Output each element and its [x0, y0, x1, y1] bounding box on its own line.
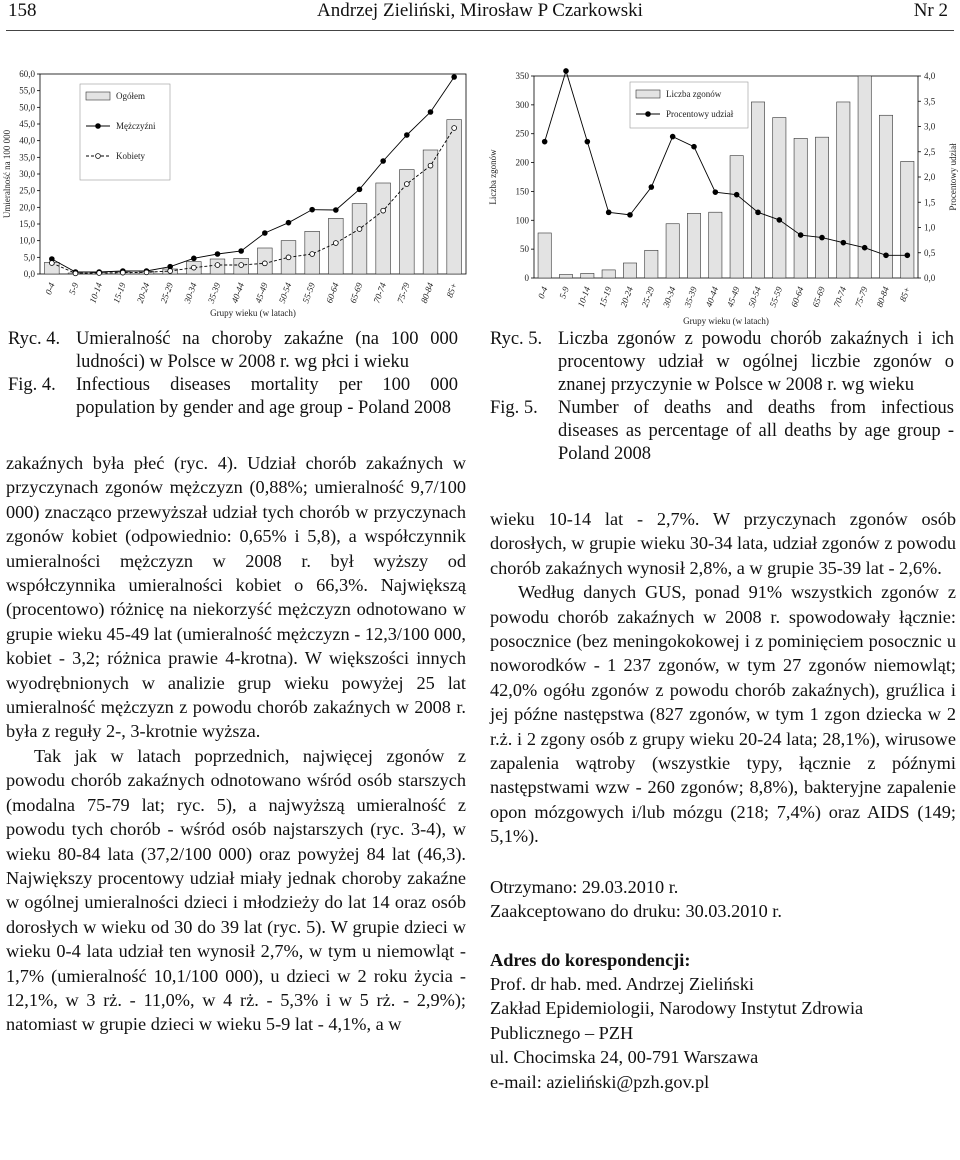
- bar-85+: [901, 161, 914, 278]
- point-85+: [905, 253, 910, 258]
- y-right-tick-label: 2,5: [924, 146, 936, 157]
- point-5-9: [73, 271, 78, 276]
- point-0-4: [49, 261, 54, 266]
- bar-50-54: [751, 102, 764, 278]
- legend-label: Procentowy udział: [666, 109, 734, 119]
- bar-85+: [447, 120, 462, 274]
- legend-label: Ogółem: [116, 91, 145, 101]
- caption-en-label: Fig. 4.: [8, 375, 56, 395]
- point-55-59: [310, 252, 315, 257]
- point-15-19: [120, 270, 125, 275]
- bar-20-24: [623, 263, 636, 278]
- bar-30-34: [666, 224, 679, 278]
- bar-70-74: [376, 183, 391, 274]
- point-0-4: [542, 139, 547, 144]
- y-tick-label: 35,0: [19, 152, 35, 163]
- point-70-74: [381, 159, 386, 164]
- x-tick-label: 40-44: [229, 281, 247, 305]
- point-35-39: [215, 252, 220, 257]
- legend-swatch-bar: [636, 90, 660, 98]
- bar-45-49: [730, 156, 743, 278]
- point-60-64: [798, 233, 803, 238]
- y-right-tick-label: 4,0: [924, 71, 936, 81]
- x-tick-label: 80-84: [874, 285, 891, 309]
- bar-70-74: [837, 102, 850, 278]
- x-tick-label: 5-9: [66, 281, 81, 296]
- y-tick-label: 250: [515, 128, 529, 139]
- point-75-79: [404, 133, 409, 138]
- x-tick-label: 35-39: [682, 285, 699, 309]
- point-75-79: [404, 182, 409, 187]
- point-15-19: [606, 210, 611, 215]
- point-40-44: [239, 249, 244, 254]
- paragraph: Tak jak w latach poprzednich, najwięcej zgonów z powodu chorób zakaźnych odnotowano wśród osób starszych (modalna 75-79 lat; ryc. 5), a najwyższą umieralność z powodu tych chorób - wśród osób najstarszych (ryc. 3-4), w wieku 80-84 lata (37,2/100 000) oraz powyżej 84 lat (46,3). Największy procentowy udział miały jednak choroby zakaźne w ogólnej umieralności dzieci i młodzieży do lat 14 oraz osób dorosłych w wieku od 30 do 39 lat (ryc. 5). W grupie dzieci w wieku 0-4 lata udział ten wynosił 2,7%, w tym u niemowląt - 1,7% (umieralność 10,1/100 000), u dzieci w 2 roku życia - 12,1%, w 3 rż. - 11,0%, w 4 rż. - 5,3% i w 5 rż. - 2,9%); natomiast w grupie dzieci w wieku 5-9 lat - 4,1%, a w: [6, 745, 466, 1035]
- x-axis-title: Grupy wieku (w latach): [683, 316, 769, 326]
- point-10-14: [585, 139, 590, 144]
- y-right-tick-label: 1,5: [924, 197, 936, 208]
- point-35-39: [215, 263, 220, 268]
- x-tick-label: 35-39: [205, 281, 223, 305]
- y-tick-label: 25,0: [19, 185, 35, 196]
- y-tick-label: 55,0: [19, 85, 35, 96]
- x-tick-label: 75-79: [395, 281, 412, 305]
- point-70-74: [381, 208, 386, 213]
- correspondence-street: ul. Chocimska 24, 00-791 Warszawa: [490, 1047, 759, 1068]
- bar-0-4: [538, 233, 551, 278]
- x-tick-label: 85+: [444, 281, 460, 299]
- point-55-59: [310, 207, 315, 212]
- point-50-54: [286, 255, 291, 260]
- figure-5-chart: [482, 58, 960, 326]
- point-20-24: [144, 270, 149, 275]
- y-right-tick-label: 1,0: [924, 222, 936, 233]
- bar-80-84: [423, 150, 438, 274]
- point-20-24: [628, 212, 633, 217]
- x-tick-label: 70-74: [371, 281, 389, 305]
- point-25-29: [168, 269, 173, 274]
- x-tick-label: 65-69: [347, 281, 365, 305]
- y-tick-label: 50,0: [19, 102, 35, 113]
- paragraph: Według danych GUS, ponad 91% wszystkich zgonów z powodu chorób zakaźnych w 2008 r. spowodowały łącznie: posocznice (bez meningokokowej i z pominięciem posocznic u noworodków - 1 237 zgonów, w tym 27 zgonów niemowląt; 42,0% ogółu zgonów z powodu chorób zakaźnych), gruźlica i jej późne następstwa (827 zgonów, w tym 1 zgon dziecka w 2 r.ż. i 2 zgony osób z grupy wieku 20-24 lata; 28,1%), wirusowe zapalenia wątroby (wszystkie typy, łącznie z późnymi następstwami wzw - 260 zgonów; 8,8%), bakteryjne zapalenie opon mózgowych i/lub mózgu (218; 7,4%) oraz AIDS (149; 5,1%).: [490, 582, 956, 847]
- legend-label: Mężczyźni: [116, 121, 156, 131]
- x-tick-label: 25-29: [158, 281, 176, 305]
- x-tick-label: 20-24: [618, 285, 635, 309]
- right-column: [490, 507, 956, 1094]
- point-80-84: [428, 110, 433, 115]
- x-tick-label: 15-19: [111, 281, 128, 305]
- correspondence-email[interactable]: e-mail: azieliński@pzh.gov.pl: [490, 1071, 710, 1092]
- correspondence-block: [490, 948, 956, 1094]
- accepted-date: Zaakceptowano do druku: 30.03.2010 r.: [490, 901, 782, 922]
- x-tick-label: 30-34: [660, 285, 678, 309]
- correspondence-name: Prof. dr hab. med. Andrzej Zieliński: [490, 973, 755, 994]
- received-date: Otrzymano: 29.03.2010 r.: [490, 876, 679, 897]
- x-tick-label: 60-64: [324, 281, 341, 305]
- caption-pl-text: Umieralność na choroby zakaźne (na 100 000 ludności) w Polsce w 2008 r. wg płci i wieku: [76, 329, 458, 372]
- point-45-49: [262, 231, 267, 236]
- point-45-49: [734, 192, 739, 197]
- point-40-44: [713, 190, 718, 195]
- y-axis-title: Liczba zgonów: [488, 149, 498, 205]
- running-head-authors: Andrzej Zieliński, Mirosław P Czarkowski: [317, 0, 643, 21]
- point-50-54: [756, 210, 761, 215]
- x-tick-label: 70-74: [831, 285, 849, 309]
- point-60-64: [333, 208, 338, 213]
- x-tick-label: 85+: [897, 285, 913, 303]
- page-header: [0, 0, 960, 26]
- legend-swatch-point: [646, 112, 651, 117]
- y-axis-title: Umieralność na 100 000: [2, 129, 12, 219]
- correspondence-institution: Zakład Epidemiologii, Narodowy Instytut Zdrowia: [490, 998, 864, 1019]
- y-tick-label: 300: [515, 99, 529, 110]
- y-right-tick-label: 3,5: [924, 96, 936, 107]
- point-80-84: [428, 163, 433, 168]
- x-tick-label: 10-14: [87, 281, 105, 305]
- bar-65-69: [815, 137, 828, 278]
- y-right-axis-title: Procentowy udział: [948, 143, 958, 211]
- y-tick-label: 60,0: [19, 69, 35, 79]
- y-tick-label: 0: [524, 273, 529, 283]
- caption-en-label: Fig. 5.: [490, 398, 538, 418]
- x-tick-label: 0-4: [43, 281, 57, 296]
- caption-pl-label: Ryc. 4.: [8, 329, 61, 349]
- bar-15-19: [602, 270, 615, 278]
- point-85+: [452, 75, 457, 80]
- y-right-tick-label: 2,0: [924, 172, 936, 182]
- x-tick-label: 55-59: [767, 285, 785, 309]
- legend-swatch-point: [96, 154, 101, 159]
- point-85+: [452, 126, 457, 131]
- x-tick-label: 40-44: [703, 285, 721, 309]
- header-rule: [6, 30, 954, 31]
- point-75-79: [862, 245, 867, 250]
- x-tick-label: 30-34: [182, 281, 199, 305]
- y-right-tick-label: 0,5: [924, 247, 936, 258]
- y-tick-label: 200: [515, 157, 529, 168]
- x-tick-label: 65-69: [810, 285, 827, 309]
- bar-65-69: [352, 204, 367, 274]
- bar-25-29: [645, 250, 658, 278]
- point-30-34: [191, 256, 196, 261]
- x-tick-label: 50-54: [746, 285, 763, 309]
- point-25-29: [649, 185, 654, 190]
- point-50-54: [286, 220, 291, 225]
- legend-swatch-point: [96, 124, 101, 129]
- point-65-69: [820, 235, 825, 240]
- figure-5-caption: [490, 328, 954, 466]
- bar-60-64: [794, 138, 807, 278]
- y-tick-label: 350: [515, 71, 529, 81]
- x-tick-label: 25-29: [639, 285, 657, 309]
- point-70-74: [841, 240, 846, 245]
- bar-35-39: [687, 213, 700, 278]
- y-tick-label: 10,0: [19, 235, 35, 246]
- y-tick-label: 20,0: [19, 202, 35, 213]
- legend-label: Kobiety: [116, 151, 145, 161]
- y-tick-label: 30,0: [19, 169, 35, 179]
- x-tick-label: 15-19: [596, 285, 614, 309]
- y-right-tick-label: 3,0: [924, 121, 936, 132]
- x-tick-label: 60-64: [788, 285, 806, 309]
- correspondence-institution-cont: Publicznego – PZH: [490, 1022, 634, 1043]
- paragraph: wieku 10-14 lat - 2,7%. W przyczynach zgonów osób dorosłych, w grupie wieku 30-34 lata, udział zgonów z powodu chorób zakaźnych wynosił 2,8%, a w grupie 35-39 lat - 2,6%.: [490, 509, 956, 578]
- x-tick-label: 45-49: [253, 281, 270, 305]
- x-tick-label: 75-79: [852, 285, 870, 309]
- left-column: [6, 451, 466, 1037]
- point-30-34: [670, 134, 675, 139]
- x-tick-label: 0-4: [536, 285, 550, 300]
- page-number: 158: [8, 0, 37, 21]
- point-5-9: [564, 69, 569, 74]
- point-80-84: [884, 253, 889, 258]
- y-tick-label: 5,0: [23, 252, 35, 263]
- x-tick-label: 50-54: [276, 281, 294, 305]
- correspondence-title: Adres do korespondencji:: [490, 949, 691, 970]
- dates-block: [490, 875, 956, 924]
- point-35-39: [692, 144, 697, 149]
- x-tick-label: 20-24: [134, 281, 152, 305]
- x-tick-label: 55-59: [300, 281, 318, 305]
- caption-pl-text: Liczba zgonów z powodu chorób zakaźnych i ich procentowy udział w ogólnej liczbie zgonów o znanej przyczynie w Polsce w 2008 r. wg wieku: [558, 329, 954, 395]
- bar-55-59: [773, 118, 786, 278]
- y-tick-label: 15,0: [19, 219, 35, 229]
- point-40-44: [239, 263, 244, 268]
- legend-swatch-bar: [86, 92, 110, 100]
- y-right-tick-label: 0,0: [924, 273, 936, 283]
- y-tick-label: 45,0: [19, 119, 35, 129]
- y-tick-label: 40,0: [19, 135, 35, 146]
- y-tick-label: 100: [515, 215, 529, 226]
- y-tick-label: 150: [515, 186, 529, 197]
- legend-label: Liczba zgonów: [666, 89, 722, 99]
- bar-5-9: [559, 275, 572, 278]
- paragraph: zakaźnych była płeć (ryc. 4). Udział chorób zakaźnych w przyczynach zgonów mężczyzn (0,88%; umieralność 9,7/100 000) znacząco przewyższał udział tych chorób w przyczynach zgonów kobiet (odpowiednio: 0,65% i 5,8), a współczynnik umieralności mężczyzn w 2008 r. był wyższy od współczynnika umieralności kobiet o 66,3%. Największą (procentowo) różnicę na niekorzyść mężczyzn odnotowano w grupie wieku 45-49 lat (umieralność mężczyzn - 12,3/100 000, kobiet - 3,2; różnica prawie 4-krotna). W większości innych wyodrębnionych w analizie grup wieku powyżej 25 lat umieralność mężczyzn z powodu chorób zakaźnych w 2008 r. była z reguły 2-, 3-krotnie wyższa.: [6, 453, 466, 742]
- y-tick-label: 0,0: [23, 269, 35, 279]
- x-tick-label: 45-49: [724, 285, 742, 309]
- issue-number: Nr 2: [913, 0, 948, 21]
- caption-pl-label: Ryc. 5.: [490, 329, 543, 349]
- caption-en-text: Infectious diseases mortality per 100 000 population by gender and age group - Poland 2008: [76, 375, 458, 418]
- x-axis-title: Grupy wieku (w latach): [210, 308, 296, 318]
- x-tick-label: 5-9: [557, 285, 571, 300]
- bar-10-14: [581, 273, 594, 278]
- point-30-34: [191, 265, 196, 270]
- y-tick-label: 50: [520, 244, 529, 255]
- x-tick-label: 80-84: [418, 281, 436, 305]
- point-55-59: [777, 218, 782, 223]
- point-65-69: [357, 227, 362, 232]
- x-tick-label: 10-14: [575, 285, 593, 309]
- point-45-49: [262, 261, 267, 266]
- figure-4-chart: [0, 58, 470, 326]
- caption-en-text: Number of deaths and deaths from infectious diseases as percentage of all deaths by age group - Poland 2008: [558, 398, 954, 464]
- point-65-69: [357, 187, 362, 192]
- figure-4-caption: [8, 328, 458, 420]
- point-10-14: [97, 271, 102, 276]
- bar-40-44: [709, 212, 722, 278]
- point-60-64: [333, 241, 338, 246]
- bar-60-64: [328, 218, 343, 274]
